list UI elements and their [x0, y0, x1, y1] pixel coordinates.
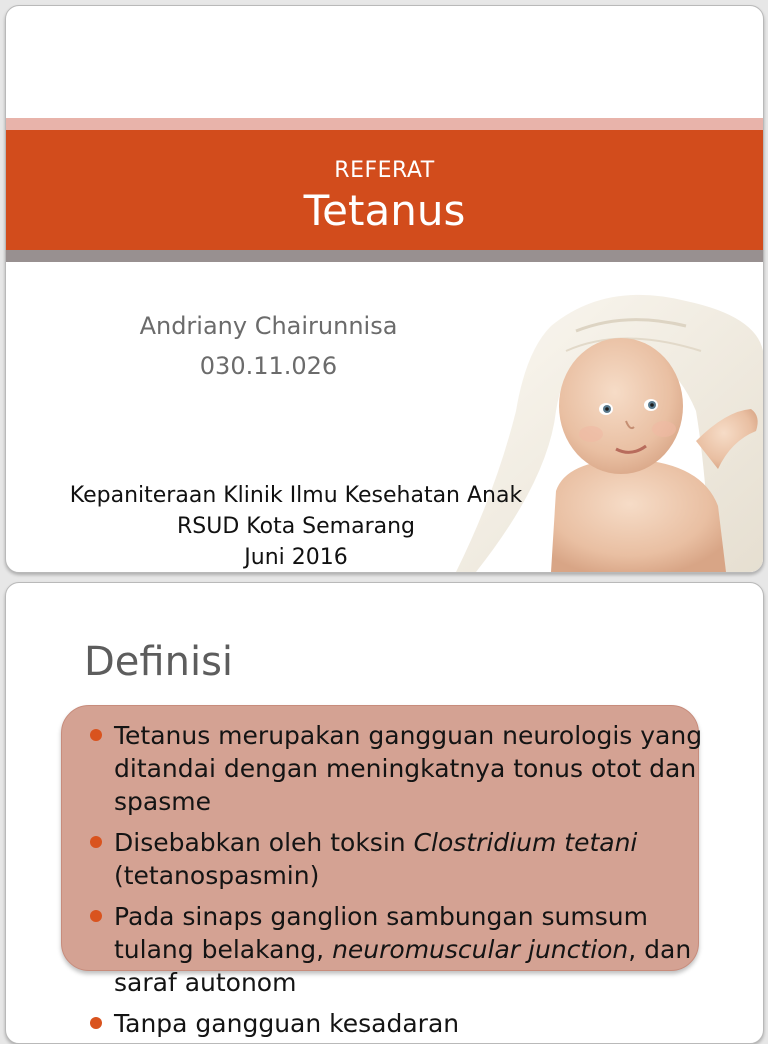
list-item	[88, 900, 728, 999]
slide-heading: Definisi	[84, 639, 234, 685]
bullet-text: Disebabkan oleh toksin	[114, 828, 414, 857]
list-item	[88, 826, 728, 892]
bullet-dot-icon	[90, 910, 102, 922]
definition-list	[88, 719, 728, 1044]
bullet-dot-icon	[90, 836, 102, 848]
bullet-dot-icon	[90, 729, 102, 741]
author-name: Andriany Chairunnisa	[139, 312, 398, 340]
slide-kicker: REFERAT	[334, 158, 435, 183]
list-item	[88, 719, 728, 818]
bullet-dot-icon	[90, 1017, 102, 1029]
footer-line-3: Juni 2016	[244, 545, 348, 570]
bullet-text: Tanpa gangguan kesadaran	[114, 1009, 460, 1038]
bullet-text-rest: , dan saraf autonom	[114, 935, 692, 997]
title-band-top-stripe	[6, 118, 763, 130]
title-band-bottom-stripe	[6, 250, 763, 262]
title-slide	[5, 5, 764, 573]
footer-line-2: RSUD Kota Semarang	[176, 514, 416, 539]
bullet-text: Pada sinaps ganglion sambungan sumsum tulang belakang,	[114, 902, 648, 964]
slide-title: Tetanus	[303, 186, 466, 235]
bullet-text: Tetanus merupakan gangguan neurologis yang ditandai dengan meningkatnya tonus otot dan spasme	[114, 721, 703, 816]
bullet-italic-text: Clostridium tetani	[413, 828, 638, 857]
footer-line-1: Kepaniteraan Klinik Ilmu Kesehatan Anak	[69, 483, 523, 508]
author-id: 030.11.026	[199, 352, 338, 380]
definition-slide	[5, 582, 764, 1044]
bullet-text-rest: (tetanospasmin)	[114, 861, 320, 890]
bullet-italic-text: neuromuscular junction	[332, 935, 629, 964]
